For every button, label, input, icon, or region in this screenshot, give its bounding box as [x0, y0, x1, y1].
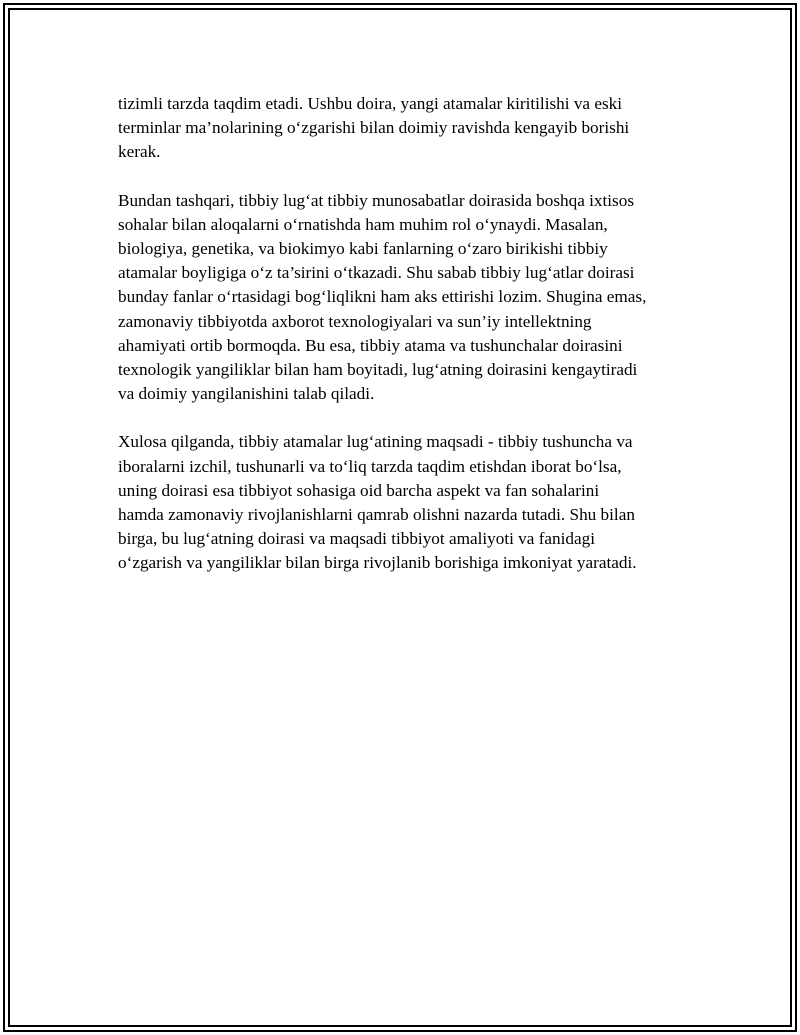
text-line: o‘zgarish va yangiliklar bilan birga rivojlanib borishiga imkoniyat yaratadi. — [118, 553, 637, 573]
text-line: uning doirasi esa tibbiyot sohasiga oid barcha aspekt va fan sohalarini — [118, 480, 600, 500]
document-body — [118, 92, 698, 600]
text-line: iboralarni izchil, tushunarli va to‘liq tarzda taqdim etishdan iborat bo‘lsa, — [118, 456, 622, 476]
text-line: texnologik yangiliklar bilan ham boyitadi, lug‘atning doirasini kengaytiradi — [118, 360, 638, 380]
text-line: kerak. — [118, 142, 161, 162]
text-line: hamda zamonaviy rivojlanishlarni qamrab olishni nazarda tutadi. Shu bilan — [118, 505, 635, 525]
text-line: birga, bu lug‘atning doirasi va maqsadi tibbiyot amaliyoti va fanidagi — [118, 529, 596, 549]
paragraph-2 — [118, 189, 698, 407]
text-line: tizimli tarzda taqdim etadi. Ushbu doira, yangi atamalar kiritilishi va eski — [118, 94, 623, 113]
paragraph-1 — [118, 92, 698, 165]
text-line: Xulosa qilganda, tibbiy atamalar lug‘atining maqsadi - tibbiy tushuncha va — [118, 432, 633, 452]
text-line: Bundan tashqari, tibbiy lug‘at tibbiy munosabatlar doirasida boshqa ixtisos — [118, 190, 635, 210]
text-line: terminlar ma’nolarining o‘zgarishi bilan doimiy ravishda kengayib borishi — [118, 118, 630, 138]
text-line: va doimiy yangilanishini talab qiladi. — [118, 384, 375, 404]
text-line: ahamiyati ortib bormoqda. Bu esa, tibbiy atama va tushunchalar doirasini — [118, 335, 623, 355]
text-line: biologiya, genetika, va biokimyo kabi fanlarning o‘zaro birikishi tibbiy — [118, 239, 608, 259]
text-line: sohalar bilan aloqalarni o‘rnatishda ham muhim rol o‘ynaydi. Masalan, — [118, 214, 608, 234]
text-line: bunday fanlar o‘rtasidagi bog‘liqlikni ham aks ettirishi lozim. Shugina emas, — [118, 287, 647, 307]
text-line: atamalar boyligiga o‘z ta’sirini o‘tkazadi. Shu sabab tibbiy lug‘atlar doirasi — [118, 263, 635, 283]
paragraph-3 — [118, 430, 698, 575]
text-line: zamonaviy tibbiyotda axborot texnologiyalari va sun’iy intellektning — [118, 311, 592, 331]
